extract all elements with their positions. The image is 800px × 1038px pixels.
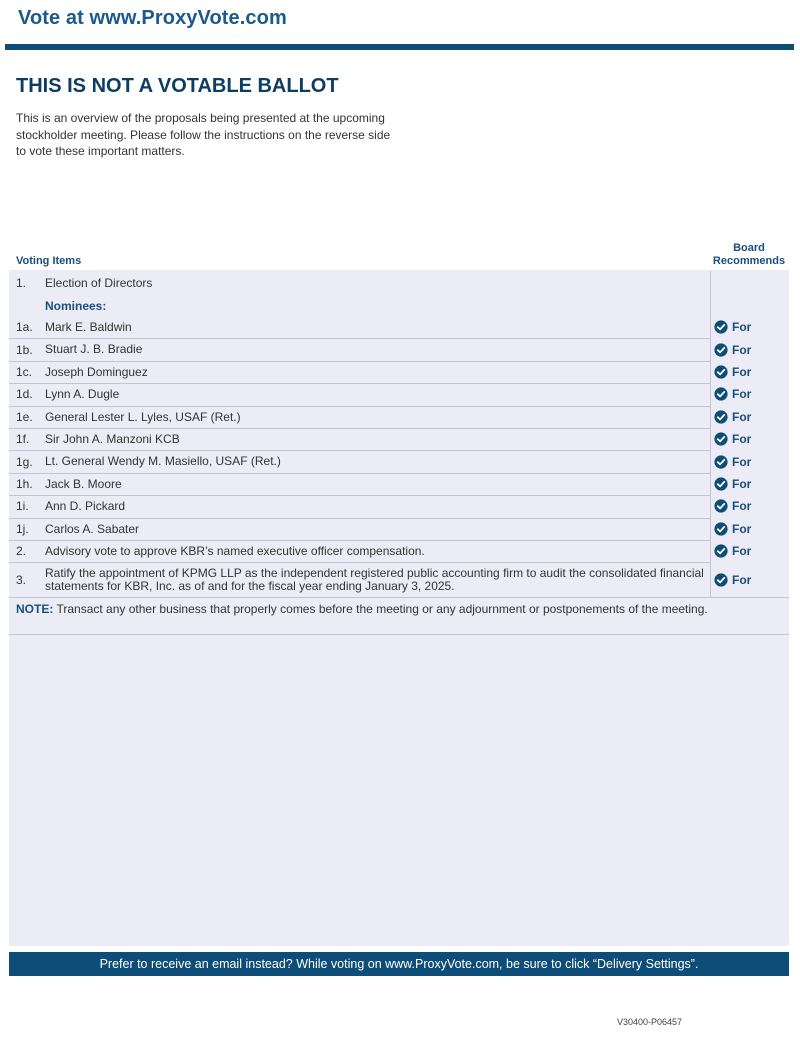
recommendation-label: For [732,454,752,469]
nominee-row [9,473,789,496]
board-recommendation [711,573,751,587]
recommendation-label: For [732,499,752,514]
check-circle-icon [714,387,728,401]
check-circle-icon [714,432,728,446]
board-recommendation-cell [710,338,789,360]
check-circle-icon [714,573,728,587]
board-recommendation-cell [710,495,789,517]
recommendation-label: For [732,387,752,402]
nominees-row [9,297,789,315]
board-recommendation [711,432,751,446]
item-text: Lt. General Wendy M. Masiello, USAF (Ret.) [45,454,281,469]
item-number: 1a. [16,320,33,335]
nominee-row [9,316,789,339]
recommendation-label: For [732,320,752,335]
item-number: 1i. [16,499,29,514]
column-header-board-recommends [708,242,790,267]
board-recommendation-cell [710,428,789,450]
proposal-row [9,540,789,563]
nominee-row [9,383,789,406]
check-circle-icon [714,499,728,513]
document-code: V30400-P06457 [616,1017,682,1027]
board-recommendation [711,343,751,357]
item-text: Ann D. Pickard [45,499,126,514]
board-recommendation [711,387,751,401]
item-text: Lynn A. Dugle [45,387,120,402]
recommendation-label: For [732,342,752,357]
nominee-row [9,450,789,473]
check-circle-icon [714,343,728,357]
nominee-row [9,406,789,429]
item-number: 1b. [16,342,33,357]
item-number: 3. [16,572,27,587]
note-text: Transact any other business that properly comes before the meeting or any adjournment or postponements of the meeting. [56,602,708,616]
check-circle-icon [714,522,728,536]
nominee-row [9,495,789,518]
board-recommendation [711,544,751,558]
email-delivery-banner: Prefer to receive an email instead? While voting on www.ProxyVote.com, be sure to click “Delivery Settings”. [9,952,789,976]
page-title: THIS IS NOT A VOTABLE BALLOT [16,75,339,97]
board-recommendation-cell [710,562,789,597]
header-divider [5,44,794,50]
column-header-line-1: Board [733,242,765,254]
check-circle-icon [714,410,728,424]
item-number: 2. [16,544,27,559]
board-recommendation [711,477,751,491]
item-number: 1c. [16,364,33,379]
note [16,603,716,616]
board-recommendation [711,365,751,379]
check-circle-icon [714,544,728,558]
item-text: Carlos A. Sabater [45,521,140,536]
item-text: Mark E. Baldwin [45,319,132,334]
item-text: Election of Directors [45,275,153,290]
board-recommendation [711,499,751,513]
item-number: 1f. [16,432,30,447]
board-recommendation-cell [710,450,789,472]
board-recommendation [711,410,751,424]
board-recommendation [711,320,751,334]
recommendation-label: For [732,432,752,447]
check-circle-icon [714,365,728,379]
item-text: Advisory vote to approve KBR’s named executive officer compensation. [45,543,425,558]
proposal-row [9,562,789,598]
header-title: Vote at www.ProxyVote.com [18,7,287,29]
check-circle-icon [714,477,728,491]
nominee-row [9,518,789,541]
recommendation-label: For [732,364,752,379]
election-row [9,274,789,292]
board-recommendation-cell [710,361,789,383]
nominee-row [9,428,789,451]
board-recommendation-cell [710,383,789,405]
board-recommendation-cell [710,473,789,495]
column-header-voting-items: Voting Items [16,255,82,267]
recommendation-label: For [732,409,752,424]
item-text: Stuart J. B. Bradie [45,342,143,357]
item-number: 1h. [16,476,33,491]
recommendation-label: For [732,572,752,587]
recommendation-label: For [732,521,752,536]
note-divider [9,634,789,635]
item-number: 1j. [16,521,29,536]
nominee-row [9,361,789,384]
check-circle-icon [714,320,728,334]
item-text: Jack B. Moore [45,476,122,491]
board-recommendation-cell [710,316,789,338]
board-recommendation [711,522,751,536]
board-recommendation-cell [710,518,789,540]
board-recommendation-cell [710,540,789,562]
recommendation-label: For [732,476,752,491]
item-number: 1e. [16,409,33,424]
intro-paragraph: This is an overview of the proposals being presented at the upcoming stockholder meeting. Please follow the instructions on the reverse side to vote these important matters. [16,111,391,158]
item-text: Sir John A. Manzoni KCB [45,431,180,446]
item-number: 1. [16,276,27,290]
note-label: NOTE: [16,602,54,616]
board-recommendation-cell [710,406,789,428]
item-number: 1g. [16,454,33,469]
item-number: 1d. [16,387,33,402]
item-text: Ratify the appointment of KPMG LLP as the independent registered public accounting firm to audit the consolidated financial statements for KBR, Inc. as of and for the fiscal year ending January 3, 2025. [45,566,704,593]
recommendation-label: For [732,544,752,559]
board-recommendation [711,455,751,469]
item-text: General Lester L. Lyles, USAF (Ret.) [45,409,241,424]
column-header-line-2: Recommends [712,254,786,267]
check-circle-icon [714,455,728,469]
nominees-label: Nominees: [45,298,107,313]
nominee-row [9,338,789,361]
item-text: Joseph Dominguez [45,364,148,379]
